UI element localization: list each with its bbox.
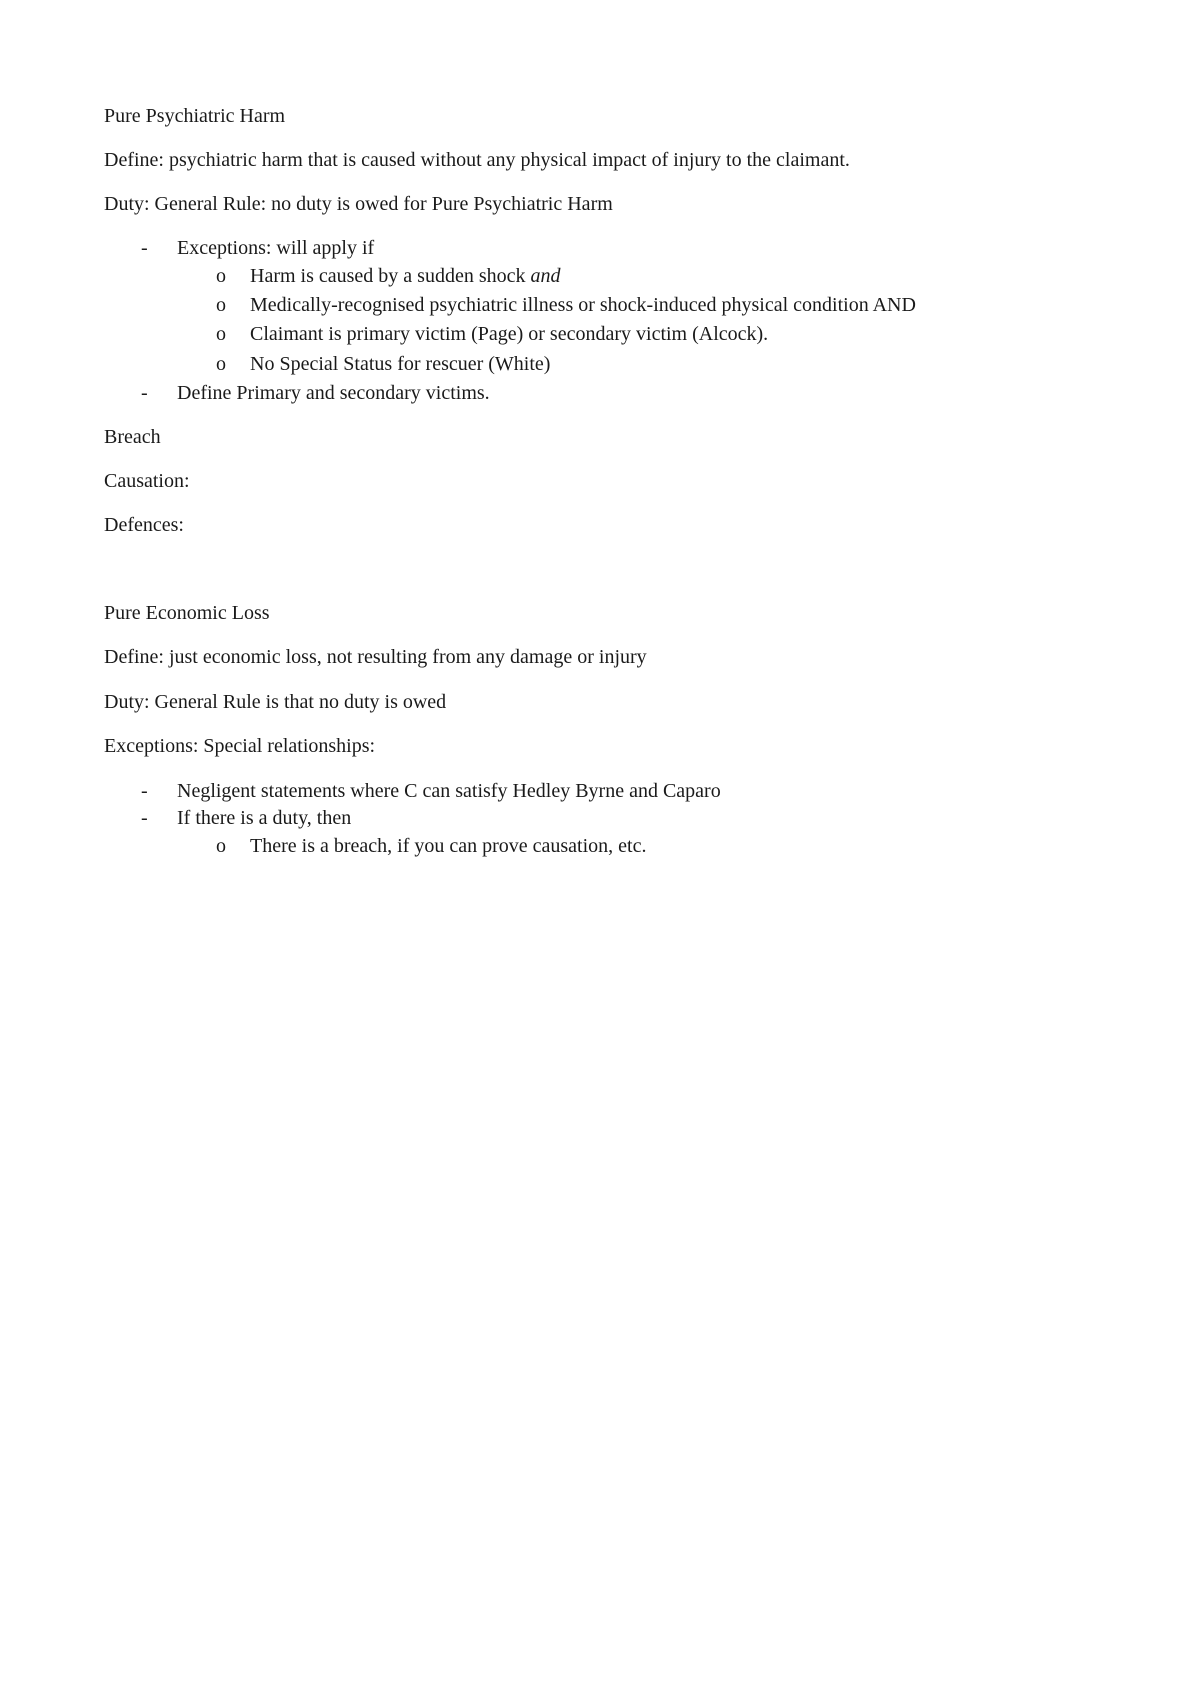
dash-bullet-marker: - (141, 237, 148, 259)
duty-psychiatric-harm: Duty: General Rule: no duty is owed for Pure Psychiatric Harm (104, 193, 613, 215)
bullet-negligent-statements: Negligent statements where C can satisfy Hedley Byrne and Caparo (177, 780, 721, 802)
dash-bullet-marker: - (141, 807, 148, 829)
defences-heading: Defences: (104, 514, 184, 536)
o-bullet-marker: o (216, 265, 226, 287)
o-bullet-marker: o (216, 835, 226, 857)
sub-bullet-claimant-victim: Claimant is primary victim (Page) or secondary victim (Alcock). (250, 323, 769, 345)
exceptions-special-relationships: Exceptions: Special relationships: (104, 735, 376, 757)
dash-bullet-marker: - (141, 780, 148, 802)
sub-bullet-rescuer: No Special Status for rescuer (White) (250, 353, 551, 375)
sub-bullet-medically-recognised: Medically-recognised psychiatric illness or shock-induced physical condition AND (250, 294, 916, 316)
bullet-define-victims: Define Primary and secondary victims. (177, 382, 490, 404)
section-heading-economic-loss: Pure Economic Loss (104, 602, 270, 624)
bullet-if-duty: If there is a duty, then (177, 807, 352, 829)
dash-bullet-marker: - (141, 382, 148, 404)
o-bullet-marker: o (216, 323, 226, 345)
sub-bullet-sudden-shock: Harm is caused by a sudden shock and (250, 265, 561, 287)
breach-heading: Breach (104, 426, 161, 448)
duty-economic-loss: Duty: General Rule is that no duty is owed (104, 691, 447, 713)
emphasis-and: and (530, 265, 561, 287)
causation-heading: Causation: (104, 470, 190, 492)
define-psychiatric-harm: Define: psychiatric harm that is caused without any physical impact of injury to the claimant. (104, 149, 850, 171)
define-economic-loss: Define: just economic loss, not resulting from any damage or injury (104, 646, 647, 668)
sub-bullet-breach-causation: There is a breach, if you can prove causation, etc. (250, 835, 647, 857)
o-bullet-marker: o (216, 294, 226, 316)
section-heading-psychiatric-harm: Pure Psychiatric Harm (104, 105, 286, 127)
bullet-exceptions: Exceptions: will apply if (177, 237, 375, 259)
o-bullet-marker: o (216, 353, 226, 375)
